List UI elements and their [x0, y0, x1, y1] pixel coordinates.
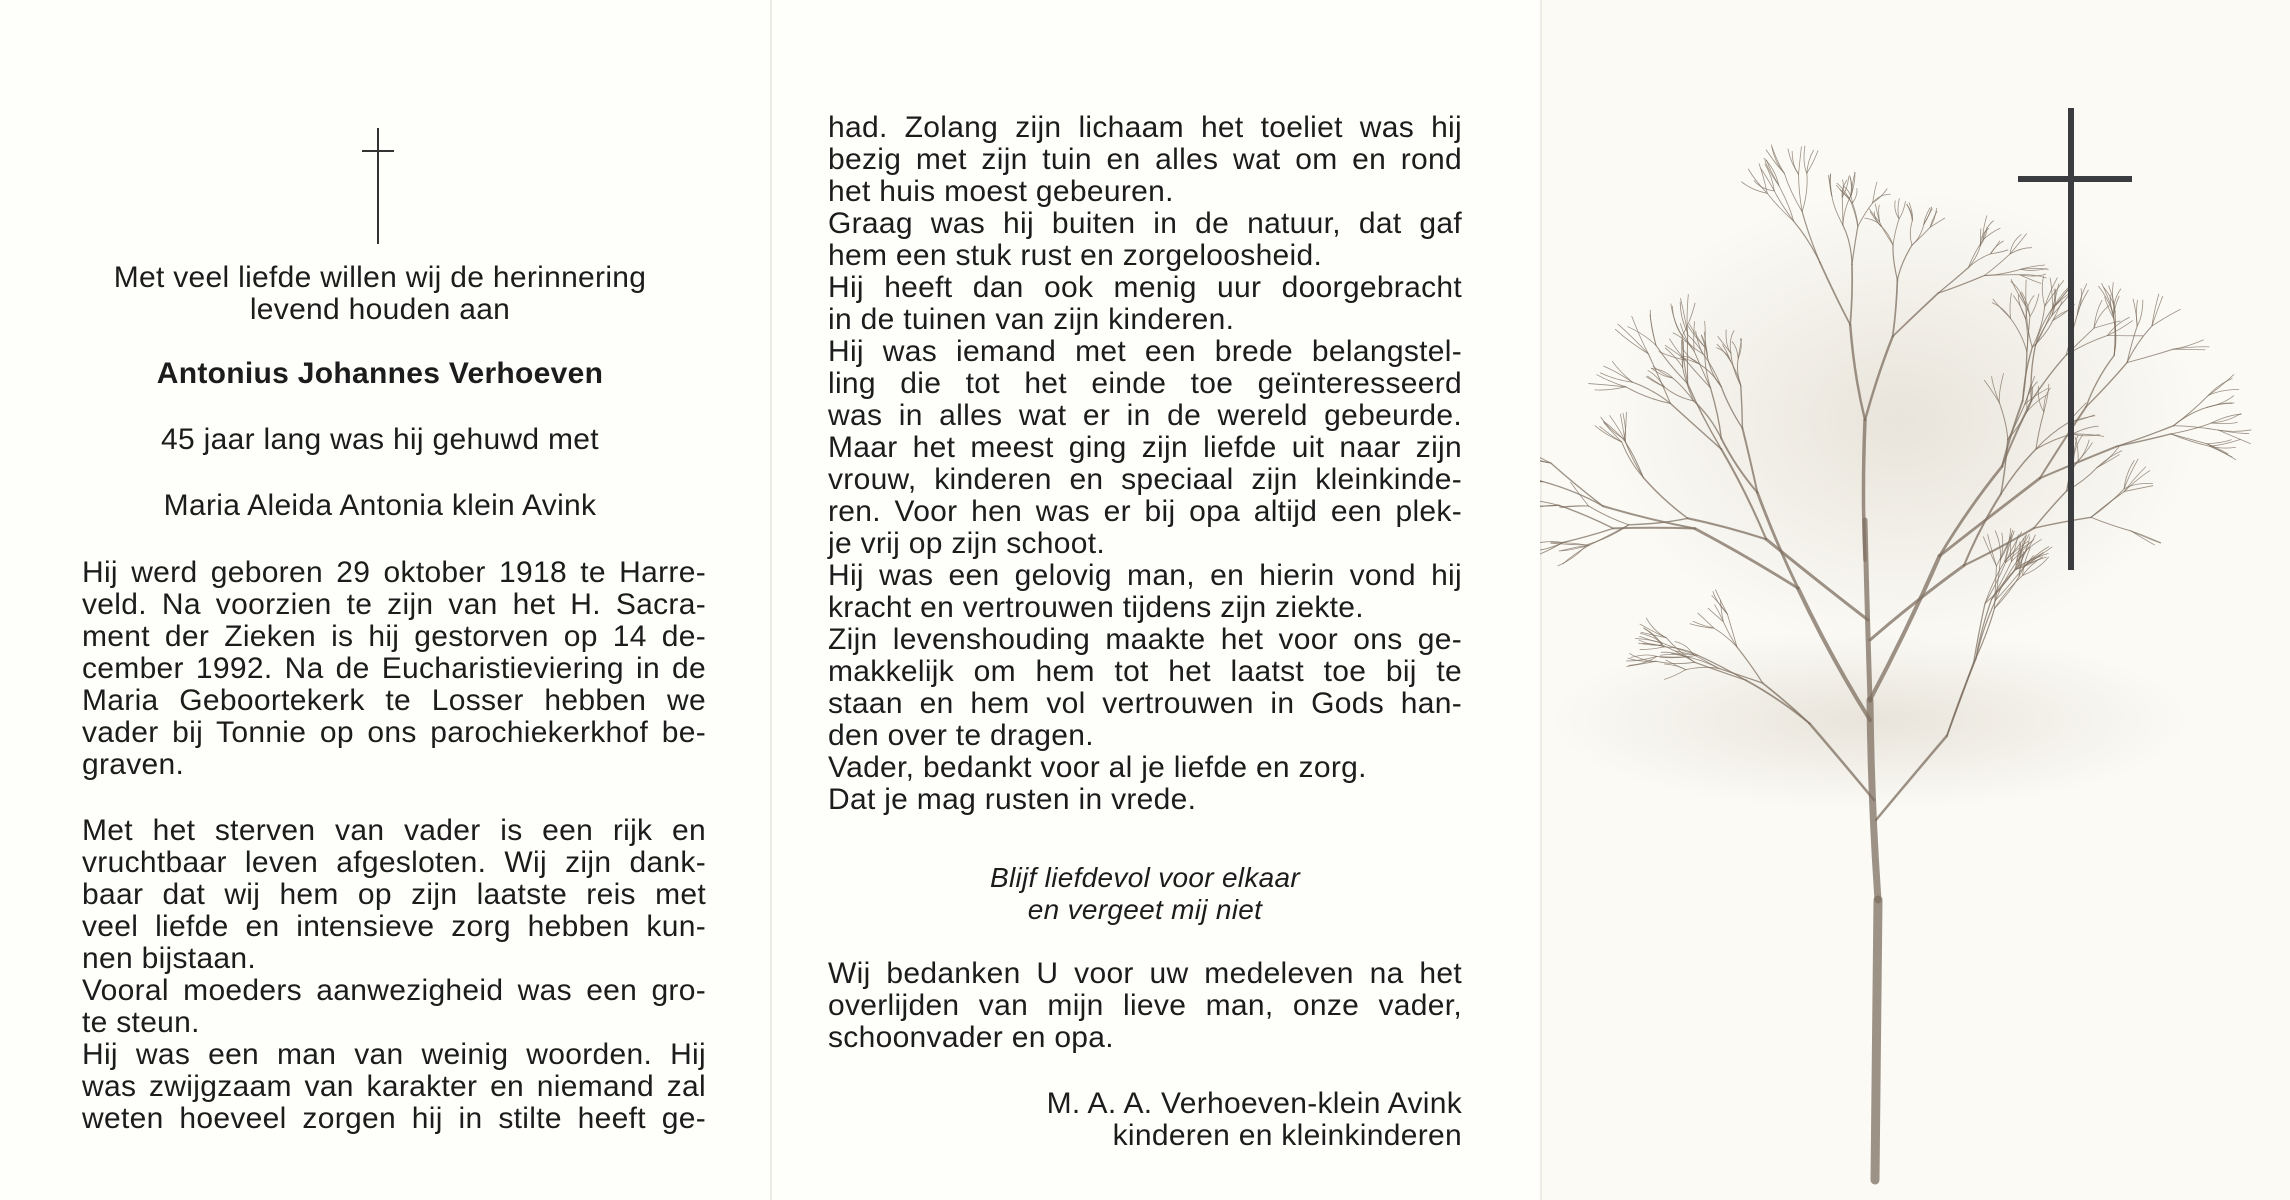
- married-line: 45 jaar lang was hij gehuwd met: [161, 423, 599, 456]
- small-cross-icon: [377, 128, 379, 244]
- small-cross-arm: [362, 150, 394, 152]
- left-paragraph-2: Met het sterven van vader is een rijk en vruchtbaar leven afgesloten. Wij zijn dank- baar dat wij hem op zijn laatste reis met veel liefde en intensieve zorg hebben kun- nen bijstaan. Vooral moeders aanwezigheid was een gro- te steun. Hij was een man van weinig woorden. Hij was zwijgzaam van karakter en niemand zal weten hoeveel zorgen hij in stilte heeft ge-: [82, 814, 706, 1135]
- thanks-paragraph: Wij bedanken U voor uw medeleven na het overlijden van mijn lieve man, onze vader, schoonvader en opa.: [828, 957, 1462, 1054]
- background-haze: [1600, 190, 2200, 650]
- closing-quote: Blijf liefdevol voor elkaar en vergeet mij niet: [989, 862, 1301, 925]
- intro-text: Met veel liefde willen wij de herinnering levend houden aan: [113, 261, 647, 326]
- tree-illustration: [1540, 0, 2290, 1200]
- signature: M. A. A. Verhoeven-klein Avink kinderen en kleinkinderen: [1046, 1087, 1462, 1152]
- middle-paragraph: had. Zolang zijn lichaam het toeliet was hij bezig met zijn tuin en alles wat om en rond het huis moest gebeuren. Graag was hij buiten in de natuur, dat gaf hem een stuk rust en zorgeloosheid. Hij heeft dan ook menig uur doorgebracht in de tuinen van zijn kinderen. Hij was iemand met een brede belangstel- ling die tot het einde toe geïnteresseerd was in alles wat er in de wereld gebeurde. Maar het meest ging zijn liefde uit naar zijn vrouw, kinderen en speciaal zijn kleinkinde- ren. Voor hen was er bij opa altijd een plek- je vrij op zijn schoot. Hij was een gelovig man, en hierin vond hij kracht en vertrouwen tijdens zijn ziekte. Zijn levenshouding maakte het voor ons ge- makkelijk om hem tot het laatst toe bij te staan en hem vol vertrouwen in Gods han- den over te dragen. Vader, bedankt voor al je liefde en zorg. Dat je mag rusten in vrede.: [828, 111, 1462, 816]
- spouse-name: Maria Aleida Antonia klein Avink: [163, 489, 597, 522]
- fold-line-left: [770, 0, 772, 1200]
- deceased-name: Antonius Johannes Verhoeven: [156, 357, 604, 390]
- left-paragraph-1: Hij werd geboren 29 oktober 1918 te Harre- veld. Na voorzien te zijn van het H. Sacra- ment der Zieken is hij gestorven op 14 de- cember 1992. Na de Eucharistieviering in de Maria Geboortekerk te Losser hebben we vader bij Tonnie op ons parochiekerkhof be- graven.: [82, 556, 706, 781]
- large-cross-arm: [2018, 176, 2132, 182]
